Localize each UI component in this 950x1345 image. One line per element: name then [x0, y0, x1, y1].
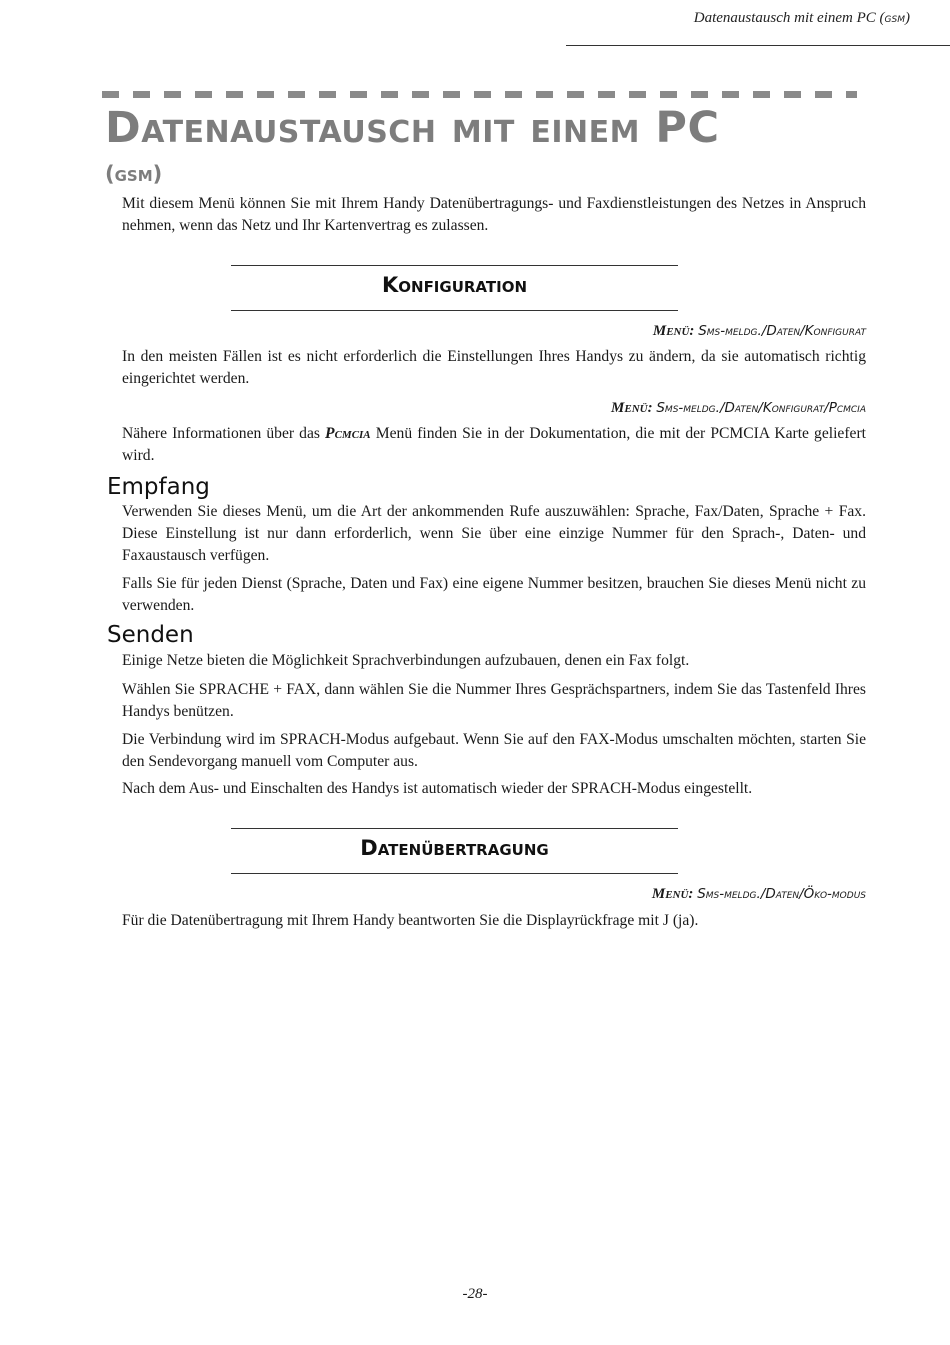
chapter-subtitle: (gsm) — [105, 162, 163, 186]
empfang-paragraph-1: Verwenden Sie dieses Menü, um die Art der ankommenden Rufe auszuwählen: Sprache, Fax/Daten, Sprache + Fax. Diese Einstellung ist nur dann erforderlich, wenn Sie über eine einzige Nummer für den Sprach-, Daten- und Faxaustausch verfügen. — [122, 503, 866, 564]
senden-paragraph-1: Einige Netze bieten die Möglichkeit Sprachverbindungen aufzubauen, denen ein Fax folgt. — [122, 652, 690, 669]
menu-value: Sms-meldg./Daten/Konfigurat — [698, 323, 866, 339]
section-title-konfiguration: Konfiguration — [381, 273, 527, 297]
running-header-close: ) — [905, 10, 910, 26]
page-number: -28- — [462, 1286, 488, 1302]
section-rule-bottom — [231, 873, 678, 874]
running-header-gsm: gsm — [884, 11, 905, 26]
menu-path-konfigurat — [653, 321, 866, 341]
section-rule-top — [231, 828, 678, 829]
intro-paragraph: Mit diesem Menü können Sie mit Ihrem Handy Datenübertragungs- und Faxdienstleistungen des Netzes in Anspruch nehmen, wenn das Netz und Ihr Kartenvertrag es zulassen. — [122, 195, 866, 234]
section-title-datenuebertragung: Datenübertragung — [360, 836, 549, 860]
senden-paragraph-3: Die Verbindung wird im SPRACH-Modus aufgebaut. Wenn Sie auf den FAX-Modus umschalten möchten, starten Sie den Sendevorgang manuell vom Computer aus. — [122, 731, 866, 770]
konfiguration-paragraph-1: In den meisten Fällen ist es nicht erforderlich die Einstellungen Ihres Handys zu ändern, da sie automatisch richtig eingerichtet werden. — [122, 348, 866, 387]
konfiguration-paragraph-2 — [122, 423, 866, 467]
menu-label: Menü: — [611, 400, 657, 416]
subheading-senden: Senden — [107, 622, 194, 648]
menu-value: Sms-meldg./Daten/Konfigurat/Pcmcia — [656, 400, 866, 416]
empfang-paragraph-2: Falls Sie für jeden Dienst (Sprache, Daten und Fax) eine eigene Nummer besitzen, brauchen Sie dieses Menü nicht zu verwenden. — [122, 575, 866, 614]
subheading-empfang: Empfang — [107, 474, 210, 500]
pcmcia-term: Pcmcia — [325, 425, 371, 442]
section-rule-bottom — [231, 310, 678, 311]
menu-path-oeko-modus — [652, 884, 866, 904]
header-rule — [566, 45, 950, 46]
senden-paragraph-2: Wählen Sie SPRACHE + FAX, dann wählen Sie die Nummer Ihres Gesprächspartners, indem Sie das Tastenfeld Ihres Handys benützen. — [122, 681, 866, 720]
menu-value: Sms-meldg./Daten/Öko-modus — [697, 886, 866, 902]
chapter-dash-bar — [102, 91, 857, 98]
section-rule-top — [231, 265, 678, 266]
paragraph-text: Menü finden Sie in der Dokumentation, die mit der PCMCIA Karte geliefert wird. — [122, 425, 866, 464]
menu-label: Menü: — [651, 886, 698, 902]
menu-path-pcmcia — [611, 398, 866, 418]
datenuebertragung-paragraph: Für die Datenübertragung mit Ihrem Handy beantworten Sie die Displayrückfrage mit J (ja). — [122, 912, 699, 929]
menu-label: Menü: — [652, 323, 699, 339]
chapter-title: Datenaustausch mit einem PC — [105, 103, 720, 153]
senden-paragraph-4: Nach dem Aus- und Einschalten des Handys ist automatisch wieder der SPRACH-Modus eingestellt. — [122, 780, 753, 797]
running-header — [694, 10, 910, 27]
running-header-text: Datenaustausch mit einem PC ( — [693, 10, 885, 26]
paragraph-text: Nähere Informationen über das — [122, 425, 326, 442]
